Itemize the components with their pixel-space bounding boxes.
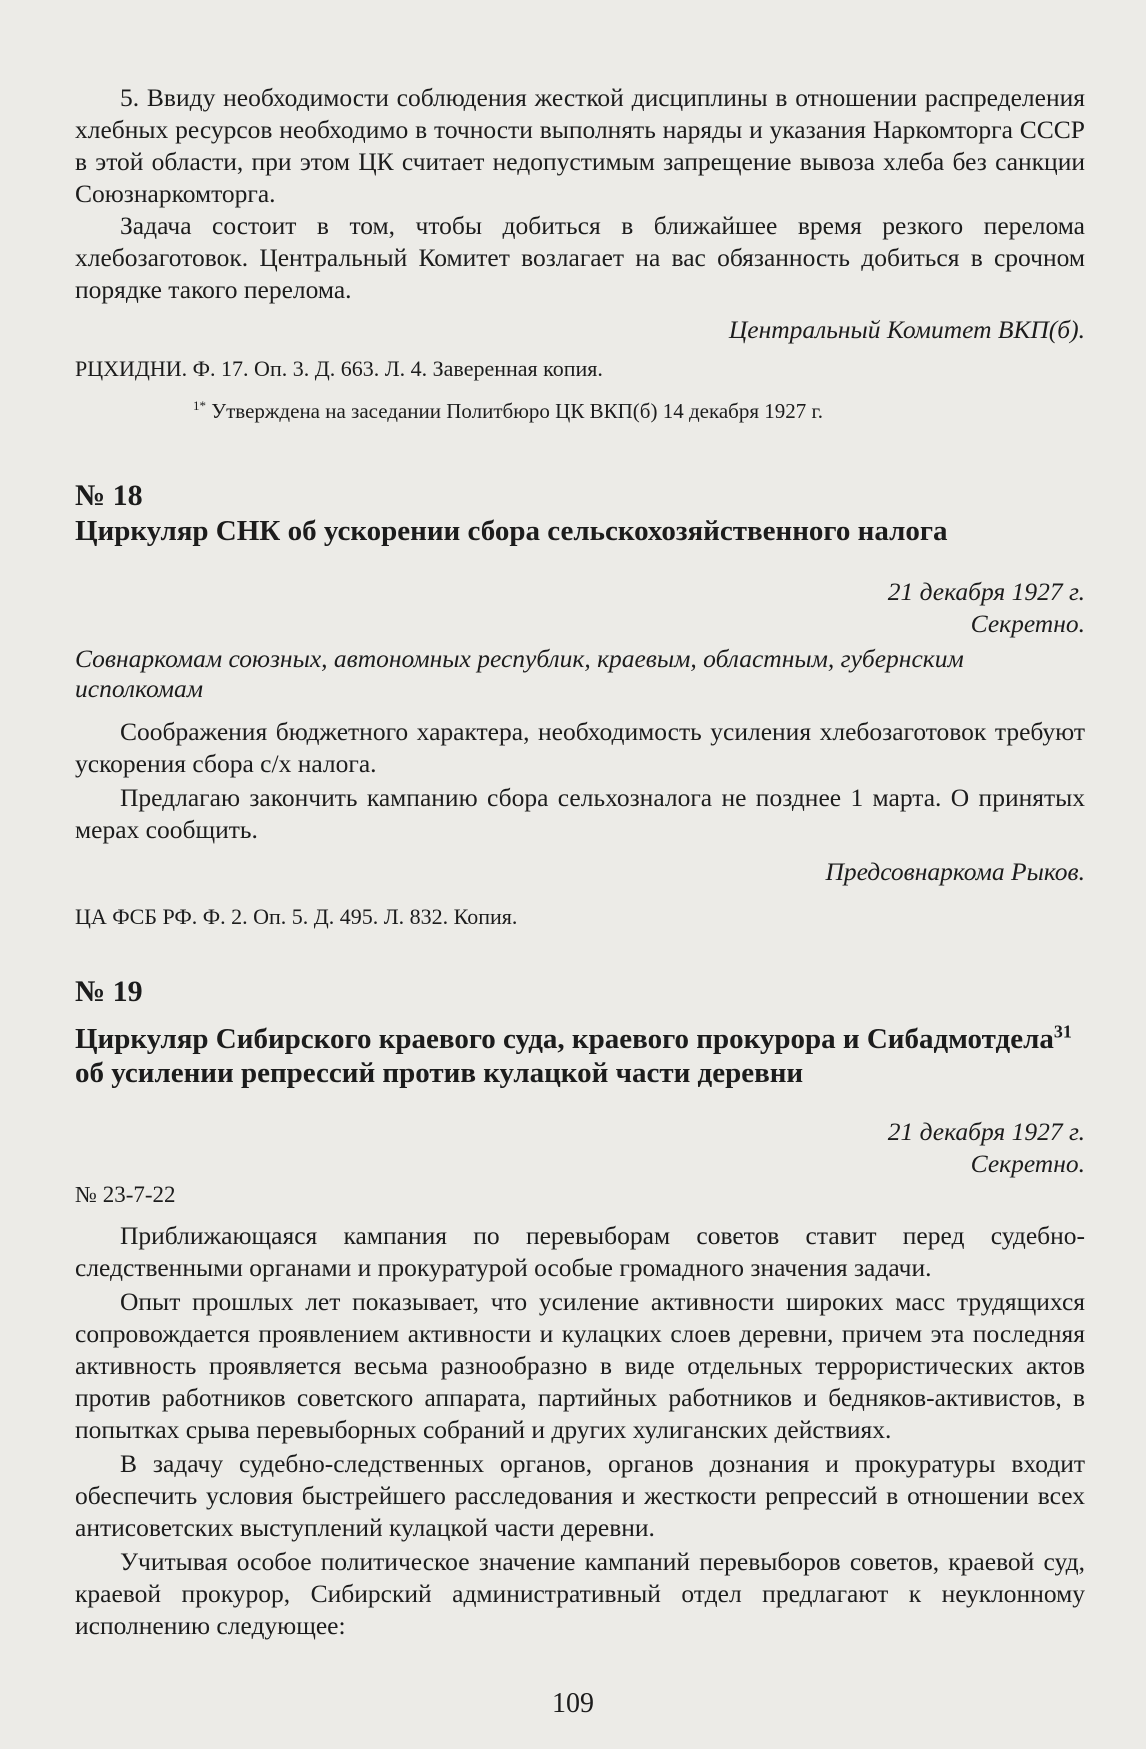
- addressee-18: Совнаркомам союзных, автономных республик, краевым, областным, губернским исполкомам: [75, 644, 964, 703]
- archive-source-18: ЦА ФСБ РФ. Ф. 2. Оп. 5. Д. 495. Л. 832. Копия.: [75, 904, 518, 929]
- document-date-19: 21 декабря 1927 г.: [887, 1117, 1085, 1146]
- paragraph-kulak-activity: Опыт прошлых лет показывает, что усиление активности широких масс трудящихся сопровождается проявлением активности и кулацких слоев деревни, причем эта последняя активность проявляется весьма разнообразно в виде отдельных террористических актов против работников советского аппарата, партийных работников и бедняков-активистов, в попытках срыва перевыборных собраний и других хулиганских действиях.: [75, 1287, 1085, 1444]
- page-content: [75, 82, 1085, 1642]
- title-19-part1: Циркуляр Сибирского краевого суда, краевого прокурора и Сибадмотдела: [75, 1023, 1054, 1055]
- paragraph-elections-campaign: Приближающаяся кампания по перевыборам советов ставит перед судебно-следственными органами и прокуратурой особые громадного значения задачи.: [75, 1221, 1085, 1282]
- title-19-part2: об усилении репрессий против кулацкой части деревни: [75, 1057, 804, 1089]
- document-number-19: № 19: [75, 975, 143, 1008]
- document-title-19: [75, 1022, 1085, 1090]
- document-date-18: 21 декабря 1927 г.: [887, 577, 1085, 606]
- title-19-footnote-ref: 31: [1053, 1021, 1072, 1042]
- paragraph-instructions-intro: Учитывая особое политическое значение кампаний перевыборов советов, краевой суд, краевой прокурор, Сибирский административный отдел предлагают к неуклонному исполнению следующее:: [75, 1547, 1085, 1640]
- classification-18: Секретно.: [970, 609, 1085, 638]
- signature-rykov: Предсовнаркома Рыков.: [825, 857, 1085, 886]
- document-number-18: № 18: [75, 479, 143, 512]
- paragraph-5-grain-discipline: 5. Ввиду необходимости соблюдения жесткой дисциплины в отношении распределения хлебных ресурсов необходимо в точности выполнять наряды и указания Наркомторга СССР в этой области, при этом ЦК считает недопустимым запрещение вывоза хлеба без санкции Союзнаркомторга.: [75, 83, 1085, 208]
- page-number: 109: [552, 1688, 594, 1719]
- document-title-18: Циркуляр СНК об ускорении сбора сельскохозяйственного налога: [75, 515, 948, 547]
- paragraph-prosecution-task: В задачу судебно-следственных органов, органов дознания и прокуратуры входит обеспечить условия быстрейшего расследования и жесткости репрессий в отношении всех антисоветских выступлений кулацкой части деревни.: [75, 1449, 1085, 1542]
- archive-source-1: РЦХИДНИ. Ф. 17. Оп. 3. Д. 663. Л. 4. Заверенная копия.: [75, 356, 603, 381]
- signature-central-committee: Центральный Комитет ВКП(б).: [728, 315, 1085, 344]
- paragraph-task-turnaround: Задача состоит в том, чтобы добиться в ближайшее время резкого перелома хлебозаготовок. Центральный Комитет возлагает на вас обязанность добиться в срочном порядке такого перелома.: [75, 211, 1085, 304]
- footnote: [75, 396, 1085, 426]
- footnote-text: Утверждена на заседании Политбюро ЦК ВКП(б) 14 декабря 1927 г.: [206, 399, 823, 423]
- paragraph-budget-reasons: Соображения бюджетного характера, необходимость усиления хлебозаготовок требуют ускорения сбора с/х налога.: [75, 717, 1085, 778]
- footnote-mark: 1*: [193, 398, 207, 413]
- registration-number-19: № 23-7-22: [75, 1182, 176, 1207]
- paragraph-tax-deadline: Предлагаю закончить кампанию сбора сельхозналога не позднее 1 марта. О принятых мерах сообщить.: [75, 783, 1085, 844]
- classification-19: Секретно.: [970, 1149, 1085, 1178]
